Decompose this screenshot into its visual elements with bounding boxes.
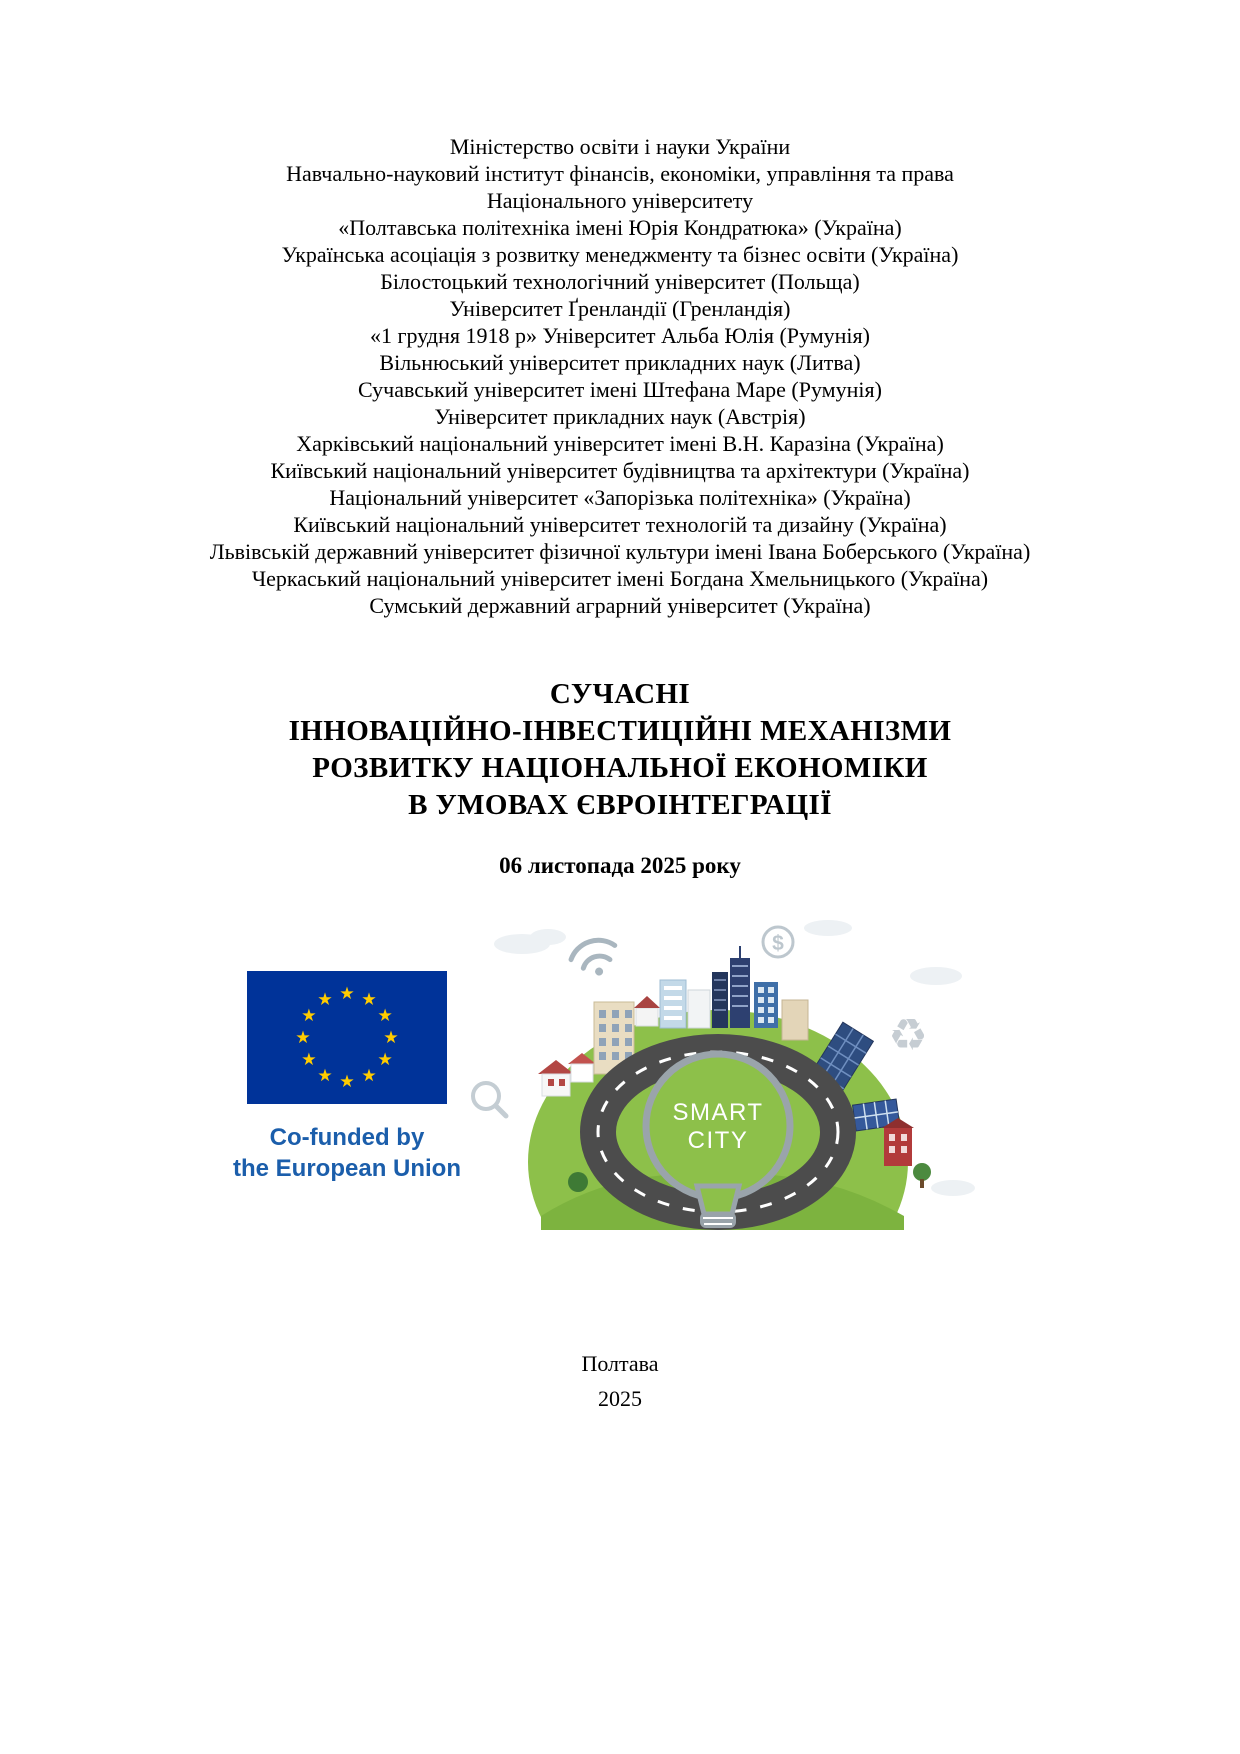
imprint-year: 2025 [598,1386,642,1411]
conference-title [0,676,1240,824]
eu-caption-line: Co-funded by [269,1124,425,1151]
logos-row [0,914,1240,1234]
institution-line: «1 грудня 1918 р» Університет Альба Юлія (Румунія) [370,323,870,348]
institution-line: Національний університет «Запорізька політехніка» (Україна) [329,485,911,510]
institution-line: Вільнюський університет прикладних наук (Литва) [379,350,861,375]
smart-city-illustration [456,914,981,1230]
institutions-list [0,133,1240,619]
title-line: В УМОВАХ ЄВРОІНТЕГРАЦІЇ [408,789,832,821]
institution-line: Університет прикладних наук (Австрія) [434,404,806,429]
conference-date: 06 листопада 2025 року [499,853,741,878]
institution-line: Університет Ґренландії (Гренландія) [449,296,791,321]
institution-line: Білостоцький технологічний університет (Польща) [380,269,860,294]
title-line: ІННОВАЦІЙНО-ІНВЕСТИЦІЙНІ МЕХАНІЗМИ [288,715,952,747]
imprint-city: Полтава [581,1351,659,1376]
institution-line: Черкаський національний університет імені Богдана Хмельницького (Україна) [251,566,989,591]
eu-funding-logo [232,971,462,1184]
institution-line: Харківський національний університет імені В.Н. Каразіна (Україна) [296,431,944,456]
institution-line: «Полтавська політехніка імені Юрія Кондратюка» (Україна) [338,215,902,240]
recycle-icon: ♻ [888,1010,928,1061]
eu-flag [247,971,447,1104]
title-line: РОЗВИТКУ НАЦІОНАЛЬНОЇ ЕКОНОМІКИ [312,752,928,784]
institution-line: Навчально-науковий інститут фінансів, економіки, управління та права [286,161,954,186]
magnifier-icon [473,1083,506,1116]
institution-line: Міністерство освіти і науки України [449,134,791,159]
wifi-icon [568,935,623,983]
title-line: СУЧАСНІ [549,678,691,710]
svg-text:$: $ [772,932,784,955]
institution-line: Сумський державний аграрний університет (Україна) [369,593,871,618]
imprint [0,1346,1240,1416]
smart-city-label-line1: SMART [672,1099,764,1126]
eu-caption-line: the European Union [233,1155,461,1182]
smart-city-label-line2: CITY [687,1127,749,1154]
institution-line: Київський національний університет технологій та дизайну (Україна) [293,512,947,537]
institution-line: Національного університету [486,188,754,213]
institution-line: Київський національний університет будівництва та архітектури (Україна) [270,458,970,483]
institution-line: Львівській державний університет фізичної культури імені Івана Боберського (Україна) [209,539,1031,564]
eu-funding-caption [232,1122,462,1184]
dollar-icon [763,927,793,957]
institution-line: Українська асоціація з розвитку менеджменту та бізнес освіти (Україна) [281,242,959,267]
institution-line: Сучавський університет імені Штефана Маре (Румунія) [358,377,882,402]
